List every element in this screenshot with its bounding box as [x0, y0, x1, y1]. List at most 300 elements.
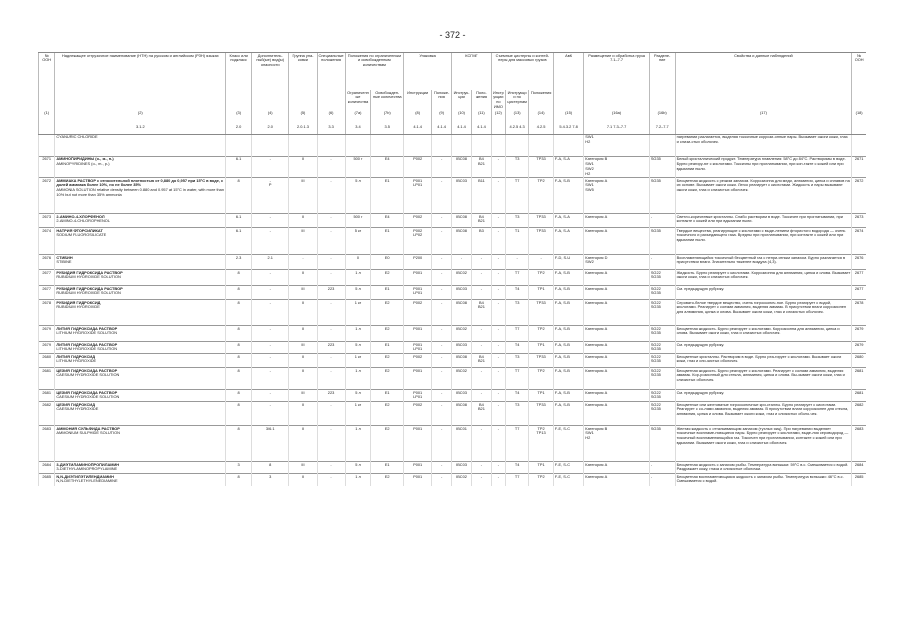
cell-imo-tank: - [491, 156, 505, 178]
shipping-name-ru: ЦЕЗИЯ ГИДРОКСИД [56, 401, 95, 407]
cell-subsidiary-hazard: - [251, 228, 288, 255]
col-ref [39, 125, 55, 135]
cell-properties: Бесцветные кристаллы. Растворим в воде. Бурно реа-гирует с кислотами. Вызывает ожоги кожи, глаз и сли-зистых оболочек. [675, 354, 852, 368]
cell-un-number: 2677 [39, 270, 55, 286]
cell-tank-provision: TP33 [529, 402, 554, 426]
cell-stowage: Категория A SW1 SW5 [584, 178, 650, 214]
cell-imo-tank: - [491, 300, 505, 326]
cell-class: 8 [226, 286, 252, 300]
cell-subsidiary-hazard: - [251, 300, 288, 326]
col-ref: 5.4.3.2 7.8 [553, 125, 583, 135]
cell-ems: F-A, S-B [553, 390, 583, 402]
cell-ems: F-A, S-A [553, 156, 583, 178]
cell-packing-provision [432, 134, 452, 156]
shipping-name-ru: ЛИТИЯ ГИДРОКСИДА РАСТВОР [56, 325, 118, 331]
cell-excepted-quantity: E4 [371, 156, 404, 178]
cell-ems: F-A, S-B [553, 368, 583, 390]
cell-un-number: 2684 [39, 462, 55, 474]
cell-un-number [39, 134, 55, 156]
cell-excepted-quantity: E2 [371, 354, 404, 368]
col-number: (8) [404, 111, 432, 125]
col-number: (13) [505, 111, 528, 125]
shipping-name-ru: N,N-ДИЭТИЛЭТИЛЕНДИАМИН [56, 473, 114, 479]
table-row [39, 474, 867, 486]
cell-un-number: 2682 [39, 402, 55, 426]
col-ref: 2.0 [251, 125, 288, 135]
shipping-name-ru: АММОНИЯ СУЛЬФИДА РАСТВОР [56, 425, 120, 431]
col-header-un-number-right: № ООН [852, 53, 866, 91]
cell-properties: Бесцветная жидкость с резким запахом. Коррозионна для меди, алюминия, цинка и сплавов на их основе. Вызывает ожоги кожи. Легко реагирует с кислотами. Жидкость и пары вызывают ожоги кожи, глаз и слизистых оболочек. [675, 178, 852, 214]
cell-ibc-provision: - [471, 426, 491, 462]
cell-tank-provision: TP33 [529, 300, 554, 326]
shipping-name-en: AMMONIUM SULPHIDE SOLUTION [56, 430, 120, 436]
cell-properties: Светло-коричневые кристаллы. Слабо растворим в воде. Токсичен при проглатывании, при контакте с кожей или при вдыхании пыли. [675, 214, 852, 228]
cell-packing-instruction: P001 [404, 368, 432, 390]
cell-un-number-right: 2683 [852, 426, 866, 462]
cell-tank-instruction: T3 [505, 156, 528, 178]
cell-limited-quantity: 1 л [345, 426, 371, 462]
cell-un-number: 2677 [39, 286, 55, 300]
col-ref: 4.1.4 [471, 125, 491, 135]
cell-tank-provision: TP1 [529, 462, 554, 474]
cell-class: 8 [226, 342, 252, 354]
cell-subsidiary-hazard: - [251, 286, 288, 300]
cell-special-provisions [317, 134, 345, 156]
cell-un-number-right: 2671 [852, 156, 866, 178]
cell-properties: нагревании разлагается, выделяя токсичные коррози-онные пары. Вызывает ожоги кожи, глаз и слизи-стых оболочек. [675, 134, 852, 156]
cell-packing-provision: - [432, 228, 452, 255]
cell-ibc-provision: B4 B21 [471, 156, 491, 178]
cell-segregation: SG35 [649, 156, 675, 178]
cell-limited-quantity: 1 л [345, 368, 371, 390]
cell-shipping-name [55, 402, 226, 426]
cell-packing-group: III [289, 390, 317, 402]
shipping-name-ru: ЛИТИЯ ГИДРОКСИД [56, 353, 95, 359]
cell-ems: F-A, S-B [553, 286, 583, 300]
cell-un-number-right: 2672 [852, 178, 866, 214]
cell-ibc-provision: B4 B21 [471, 354, 491, 368]
cell-ibc-provision: B4 B21 [471, 402, 491, 426]
cell-ems: F-D, S-U [553, 255, 583, 270]
col-header-special-provisions: Специальные положения [317, 53, 345, 91]
col-ref: 7.1 7.3–7.7 [584, 125, 650, 135]
cell-imo-tank: - [491, 342, 505, 354]
cell-ibc-instruction: IBC08 [452, 214, 472, 228]
cell-tank-instruction: T7 [505, 326, 528, 342]
cell-ibc-provision: - [471, 462, 491, 474]
cell-tank-instruction: T4 [505, 462, 528, 474]
cell-ibc-provision: - [471, 286, 491, 300]
col-ref: 7.2–7.7 [649, 125, 675, 135]
col-number: (18) [852, 111, 866, 125]
shipping-name-en: RUBIDIUM HYDROXIDE SOLUTION [56, 274, 121, 280]
cell-subsidiary-hazard: - [251, 402, 288, 426]
shipping-name-ru: 2-АМИНО-4-ХЛОРФЕНОЛ [56, 213, 105, 219]
table-row [39, 368, 867, 390]
cell-stowage: Категория A [584, 390, 650, 402]
cell-segregation: - [649, 462, 675, 474]
cell-special-provisions: - [317, 156, 345, 178]
cell-packing-group: III [289, 462, 317, 474]
cell-stowage: Категория B SW1 H2 [584, 426, 650, 462]
cell-packing-provision: - [432, 426, 452, 462]
cell-special-provisions: 223 [317, 390, 345, 402]
cell-stowage: SW1 H2 [584, 134, 650, 156]
cell-ems: F-A, S-B [553, 342, 583, 354]
cell-packing-provision: - [432, 368, 452, 390]
cell-special-provisions: 223 [317, 342, 345, 354]
cell-un-number: 2683 [39, 426, 55, 462]
cell-tank-provision: TP1 [529, 390, 554, 402]
table-row [39, 228, 867, 255]
cell-shipping-name [55, 426, 226, 462]
cell-un-number: 2672 [39, 178, 55, 214]
shipping-name-en: LITHIUM HYDROXIDE SOLUTION [56, 330, 118, 336]
cell-subsidiary-hazard: 8 [251, 462, 288, 474]
shipping-name-ru: РУБИДИЯ ГИДРОКСИДА РАСТВОР [56, 269, 123, 275]
cell-packing-instruction [404, 134, 432, 156]
cell-packing-instruction: P002 [404, 354, 432, 368]
cell-limited-quantity: 5 л [345, 390, 371, 402]
cell-limited-quantity: 1 кг [345, 402, 371, 426]
cell-imo-tank: - [491, 368, 505, 390]
col-number: (7b) [371, 111, 404, 125]
cell-shipping-name [55, 156, 226, 178]
cell-shipping-name [55, 214, 226, 228]
cell-packing-group: II [289, 354, 317, 368]
col-number: (17) [675, 111, 852, 125]
table-row [39, 270, 867, 286]
cell-ibc-provision: - [471, 368, 491, 390]
cell-segregation: SG22 SG35 [649, 300, 675, 326]
page-number: - 372 - [439, 30, 466, 40]
cell-limited-quantity: 0 [345, 255, 371, 270]
cell-class: 8 [226, 426, 252, 462]
cell-limited-quantity: 1 кг [345, 300, 371, 326]
sub-header-packing-instructions: Инструкции [404, 90, 432, 111]
cell-limited-quantity: 5 л [345, 462, 371, 474]
cell-un-number: 2676 [39, 255, 55, 270]
cell-subsidiary-hazard: 3/6.1 [251, 426, 288, 462]
cell-limited-quantity: 500 г [345, 156, 371, 178]
cell-tank-instruction: T4 [505, 390, 528, 402]
cell-tank-instruction: T7 [505, 426, 528, 462]
cell-tank-provision: - [529, 255, 554, 270]
cell-segregation: SG22 SG35 [649, 368, 675, 390]
cell-shipping-name [55, 286, 226, 300]
table-row [39, 178, 867, 214]
cell-ibc-instruction: IBC03 [452, 390, 472, 402]
cell-tank-provision: TP1 [529, 342, 554, 354]
table-row [39, 426, 867, 462]
cell-limited-quantity [345, 134, 371, 156]
cell-imo-tank: - [491, 462, 505, 474]
cell-limited-quantity: 1 кг [345, 354, 371, 368]
cell-segregation: - [649, 214, 675, 228]
cell-packing-instruction: P001 LP01 [404, 342, 432, 354]
cell-class [226, 134, 252, 156]
cell-segregation: - [649, 474, 675, 486]
cell-imo-tank: - [491, 178, 505, 214]
cell-special-provisions: - [317, 326, 345, 342]
cell-stowage: Категория A [584, 462, 650, 474]
cell-packing-instruction: P001 [404, 326, 432, 342]
cell-un-number-right: 2681 [852, 368, 866, 390]
cell-packing-provision: - [432, 214, 452, 228]
sub-header-packing-provisions: Положе-ния [432, 90, 452, 111]
table-row [39, 134, 867, 156]
cell-tank-instruction: T7 [505, 178, 528, 214]
sub-header-excepted-quantities: Освобожден-ные количества [371, 90, 404, 111]
cell-ibc-provision [471, 134, 491, 156]
cell-shipping-name [55, 342, 226, 354]
cell-excepted-quantity: E2 [371, 368, 404, 390]
cell-ibc-instruction: IBC02 [452, 270, 472, 286]
cell-shipping-name [55, 270, 226, 286]
cell-packing-group: II [289, 270, 317, 286]
col-number: (7a) [345, 111, 371, 125]
cell-shipping-name [55, 368, 226, 390]
shipping-name-ru: АМИНОПИРИДИНЫ (o-, м-, п-) [56, 156, 114, 161]
cell-tank-provision: TP2 [529, 178, 554, 214]
cell-special-provisions: - [317, 354, 345, 368]
cell-packing-group: II [289, 426, 317, 462]
shipping-name-en: AMMONIA SOLUTION relative density between 0.880 and 0.957 at 15°C in water, with more than 10% but not more than 35% ammonia [56, 187, 225, 198]
cell-imo-tank: - [491, 214, 505, 228]
cell-imo-tank: - [491, 326, 505, 342]
col-header-subsidiary-hazard: Дополнитель-ный(ые) вид(ы) опасности [251, 53, 288, 91]
cell-un-number-right: 2685 [852, 474, 866, 486]
cell-tank-provision: TP2 [529, 474, 554, 486]
cell-packing-group: II [289, 156, 317, 178]
cell-ibc-instruction: IBC03 [452, 286, 472, 300]
cell-segregation: SG22 SG35 [649, 326, 675, 342]
cell-excepted-quantity: E2 [371, 300, 404, 326]
cell-shipping-name [55, 354, 226, 368]
cell-tank-provision: TP2 [529, 326, 554, 342]
cell-ems: F-E, S-C [553, 426, 583, 462]
shipping-name-ru: ЦЕЗИЯ ГИДРОКСИДА РАСТВОР [56, 389, 118, 395]
cell-ems: F-A, S-B [553, 402, 583, 426]
cell-properties: Бесцветная жидкость. Бурно реагирует с кислотами. Коррозионна для алюминия, цинка и олова. Вызывает ожоги кожи, глаз и слизистых оболочек. [675, 326, 852, 342]
cell-subsidiary-hazard: - [251, 270, 288, 286]
cell-ibc-instruction: IBC08 [452, 402, 472, 426]
cell-packing-instruction: P002 LP02 [404, 228, 432, 255]
cell-un-number-right: 2678 [852, 300, 866, 326]
table-row [39, 402, 867, 426]
col-header-stowage: Размещение и обработка груза 7.1–7.7 [584, 53, 650, 91]
cell-shipping-name [55, 462, 226, 474]
cell-subsidiary-hazard: - [251, 354, 288, 368]
cell-packing-instruction: P002 [404, 156, 432, 178]
table-row [39, 326, 867, 342]
cell-ibc-instruction: IBC08 [452, 156, 472, 178]
cell-special-provisions: - [317, 368, 345, 390]
cell-un-number: 2679 [39, 326, 55, 342]
cell-excepted-quantity: E2 [371, 326, 404, 342]
col-ref: 4.1.4 [432, 125, 452, 135]
col-number: (4) [251, 111, 288, 125]
cell-excepted-quantity [371, 134, 404, 156]
cell-stowage: Категория A [584, 474, 650, 486]
cell-shipping-name [55, 255, 226, 270]
col-ref: 4.1.4 [452, 125, 472, 135]
col-number: (16a) [584, 111, 650, 125]
cell-packing-group: II [289, 300, 317, 326]
cell-excepted-quantity: E1 [371, 286, 404, 300]
col-number: (11) [471, 111, 491, 125]
cell-ibc-instruction: IBC02 [452, 326, 472, 342]
cell-imo-tank: - [491, 228, 505, 255]
cell-special-provisions: - [317, 402, 345, 426]
col-number: (3) [226, 111, 252, 125]
table-row [39, 156, 867, 178]
cell-un-number: 2679 [39, 342, 55, 354]
cell-subsidiary-hazard: - [251, 342, 288, 354]
shipping-name-en: N,N-DIETHYLETHYLENEDIAMINE [56, 478, 118, 484]
cell-packing-group: II [289, 368, 317, 390]
cell-tank-provision: TP33 [529, 228, 554, 255]
cell-packing-instruction: P001 LP01 [404, 390, 432, 402]
cell-stowage: Категория A [584, 342, 650, 354]
cell-subsidiary-hazard: - P [251, 178, 288, 214]
cell-ems: F-A, S-B [553, 270, 583, 286]
cell-packing-provision: - [432, 326, 452, 342]
cell-class: 8 [226, 474, 252, 486]
cell-packing-group: III [289, 228, 317, 255]
cell-packing-instruction: P001 LP01 [404, 178, 432, 214]
col-ref: 2.0 [226, 125, 252, 135]
cell-special-provisions: - [317, 214, 345, 228]
col-ref: 4.2.5 4.3 [505, 125, 528, 135]
cell-special-provisions: - [317, 228, 345, 255]
cell-stowage: Категория A [584, 402, 650, 426]
cell-properties: Воспламеняющийся токсичный бесцветный газ с непри-ятным запахом. Бурно разлагается в присутствии влаги. Значительно тяжелее воздуха (4,3). [675, 255, 852, 270]
shipping-name-en: CAESIUM HYDROXIDE [56, 406, 99, 412]
cell-class: 8 [226, 178, 252, 214]
cell-un-number-right: 2677 [852, 286, 866, 300]
cell-packing-provision: - [432, 286, 452, 300]
cell-subsidiary-hazard: 3 [251, 474, 288, 486]
cell-packing-provision: - [432, 342, 452, 354]
cell-segregation: SG35 [649, 178, 675, 214]
cell-un-number-right: 2681 [852, 390, 866, 402]
col-header-packing-group: Группа упа-ковки [289, 53, 317, 91]
cell-properties: Серовато-белое твердое вещество, очень гигроскопич-ное. Бурно реагирует с водой, кислотами. Реагирует с солями аммония, выделяя аммиак. В присутствии влаги коррозионен для алюминия, цинка и олова. Вызывает ожоги кожи, глаз и слизистых оболочек. [675, 300, 852, 326]
cell-tank-instruction: T7 [505, 474, 528, 486]
cell-class: 8 [226, 300, 252, 326]
cell-properties: Бесцветная жидкость с запахом рыбы. Температура вспышки: 59°С в.с. Смешивается с водой. Раздражает кожу, глаза и слизистые оболочки. [675, 462, 852, 474]
cell-packing-group: II [289, 214, 317, 228]
cell-limited-quantity: 5 л [345, 286, 371, 300]
cell-class: 8 [226, 368, 252, 390]
cell-special-provisions: - [317, 255, 345, 270]
col-number: (5) [289, 111, 317, 125]
cell-class: 8 [226, 402, 252, 426]
cell-segregation: SG35 [649, 426, 675, 462]
col-header-packing: Упаковка [404, 53, 452, 91]
col-header-properties: Свойства и данные наблюдений [675, 53, 852, 91]
col-header-ibc: КСГМГ [452, 53, 492, 91]
cell-packing-provision: - [432, 462, 452, 474]
table-row [39, 390, 867, 402]
cell-stowage: Категория A [584, 214, 650, 228]
cell-stowage: Категория A [584, 354, 650, 368]
shipping-name-ru: ЦЕЗИЯ ГИДРОКСИДА РАСТВОР [56, 367, 118, 373]
table-row [39, 255, 867, 270]
sub-header-tank-provisions: Положения [529, 90, 554, 111]
cell-ibc-provision: B3 [471, 228, 491, 255]
col-header-un-number: № ООН [39, 53, 55, 91]
col-ref: 2.0.1.3 [289, 125, 317, 135]
cell-special-provisions: - [317, 474, 345, 486]
cell-packing-provision: - [432, 402, 452, 426]
cell-properties: Желтая жидкость с отталкивающим запахом (тухлых яиц). При нагревании выделяет токсичные воспламе-няющиеся пары. Бурно реагирует с кислотами, выде-ляя сероводород — токсичный воспламеняющийся газ. Токсичен при проглатывании, контакте с кожей или при вдыхании. Вызывает ожоги кожи, глаз и слизистых оболочек. [675, 426, 852, 462]
cell-imo-tank: - [491, 426, 505, 462]
cell-special-provisions: - [317, 300, 345, 326]
cell-class: 6.1 [226, 214, 252, 228]
cell-packing-instruction: P001 [404, 270, 432, 286]
cell-segregation: SG22 SG35 [649, 402, 675, 426]
col-header-class: Класс или подкласс [226, 53, 252, 91]
cell-limited-quantity: 5 л [345, 342, 371, 354]
col-header-portable-tanks: Съемные цистерны и контей-неры для массовых грузов [491, 53, 553, 91]
cell-class: 8 [226, 326, 252, 342]
cell-tank-instruction: T7 [505, 368, 528, 390]
cell-tank-provision: TP33 [529, 214, 554, 228]
cell-imo-tank: - [491, 390, 505, 402]
cell-tank-provision: TP33 [529, 354, 554, 368]
sub-header-ibc-provisions: Поло-жения [471, 90, 491, 111]
cell-ibc-instruction: IBC02 [452, 368, 472, 390]
table-row [39, 462, 867, 474]
cell-packing-instruction: P002 [404, 214, 432, 228]
col-number: (9) [432, 111, 452, 125]
cell-excepted-quantity: E1 [371, 390, 404, 402]
cell-segregation: SG35 [649, 228, 675, 255]
cell-tank-instruction: T1 [505, 228, 528, 255]
cell-packing-instruction: P002 [404, 402, 432, 426]
cell-properties: Бесцветная воспламеняющаяся жидкость с запахом рыбы. Температура вспышки: 46°С в.с. Смешивается с водой. [675, 474, 852, 486]
cell-ibc-provision: B4 B21 [471, 300, 491, 326]
col-number: (1) [39, 111, 55, 125]
cell-packing-provision: - [432, 354, 452, 368]
cell-ems: F-A, S-B [553, 178, 583, 214]
col-number: (16b) [649, 111, 675, 125]
cell-un-number: 2673 [39, 214, 55, 228]
cell-ems: F-A, S-B [553, 300, 583, 326]
cell-imo-tank: - [491, 255, 505, 270]
cell-class: 8 [226, 390, 252, 402]
cell-excepted-quantity: E1 [371, 178, 404, 214]
col-ref [852, 125, 866, 135]
cell-tank-provision: TP33 [529, 156, 554, 178]
cell-special-provisions: - [317, 270, 345, 286]
cell-ibc-provision: - [471, 326, 491, 342]
cell-un-number-right: 2679 [852, 342, 866, 354]
cell-limited-quantity: 5 кг [345, 228, 371, 255]
cell-shipping-name [55, 300, 226, 326]
cell-special-provisions: - [317, 462, 345, 474]
table-body [39, 134, 867, 486]
cell-class: 6.1 [226, 156, 252, 178]
cell-packing-group: - [289, 255, 317, 270]
cell-limited-quantity: 500 г [345, 214, 371, 228]
cell-segregation: SG22 SG35 [649, 270, 675, 286]
cell-ems [553, 134, 583, 156]
sub-header-limited-quantities: Ограниченные количества [345, 90, 371, 111]
cell-ibc-instruction [452, 134, 472, 156]
